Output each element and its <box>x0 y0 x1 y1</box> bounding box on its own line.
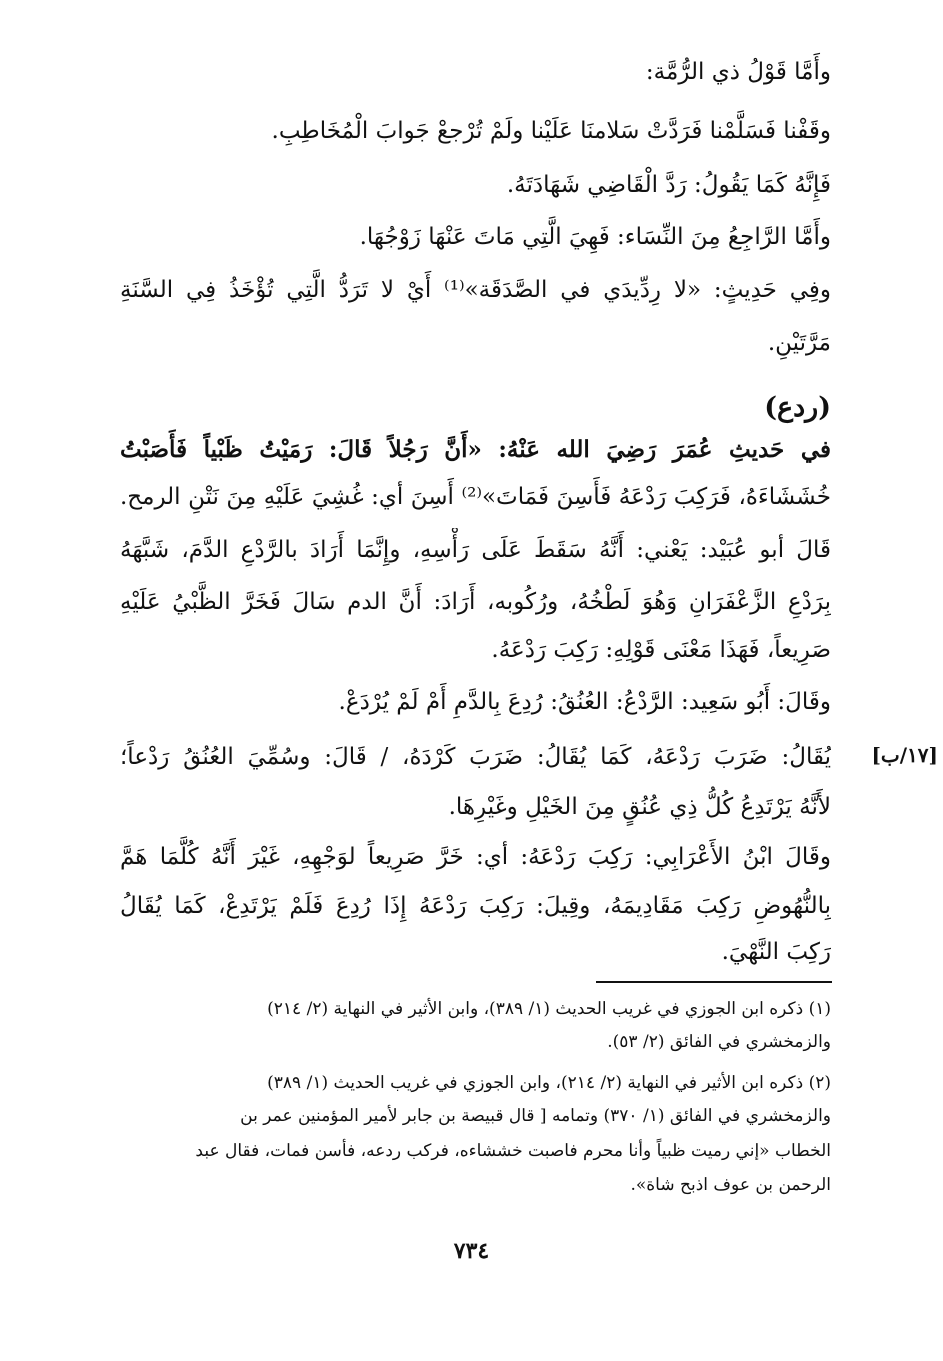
page-number: ٧٣٤ <box>453 1238 490 1264</box>
text-line: وقَالَ ابْنُ الأَعْرَابِي: رَكِبَ رَدْعَهُ: أي: خَرَّ صَرِيعاً لوَجْهِهِ، غَيْرَ أَنَّهُ كُلَّمَا هَمَّ <box>120 844 831 870</box>
text-line: خُشَشَاءَهُ، فَرَكِبَ رَدْعَهُ فَأَسِنَ فَمَاتَ»⁽²⁾ أَسِنَ أي: غُشِيَ عَلَيْهِ مِنَ نَتْنِ الرمح. <box>120 484 831 510</box>
text-line: قَالَ أبو عُبَيْد: يَعْني: أَنَّهُ سَقَطَ عَلَى رَأْسِهِ، وإِنَّمَا أَرَادَ بالرَّدْعِ الدَّمَ، شَبَّهَهُ <box>120 537 831 563</box>
footnote-line: الرحمن بن عوف اذبح شاة». <box>630 1175 831 1195</box>
verse-line: وقَفْنا فَسَلَّمْنا فَرَدَّتْ سَلامنَا عَلَيْنا ولَمْ تُرْجعْ جَوابَ الْمُخَاطِبِ. <box>271 118 831 144</box>
text-line: وأَمَّا الرَّاجِعُ مِنَ النِّسَاء: فَهِيَ الَّتِي مَاتَ عَنْهَا زَوْجُهَا. <box>359 224 831 250</box>
footnote-line: الخطاب «إني رميت ظبياً وأنا محرم فاصبت خششاءه، فركب ردعه، فأسن فمات، فقال عبد <box>195 1141 831 1161</box>
text-line: يُقَالُ: ضَرَبَ رَدْعَهُ، كَمَا يُقَالُ: ضَرَبَ كَرْدَهُ، / قَالَ: وسُمِّيَ العُنُقُ رَدْعاً؛ <box>120 744 831 770</box>
text-line: صَرِيعاً، فَهَذَا مَعْنَى قَوْلِهِ: رَكِبَ رَدْعَهُ. <box>491 637 831 663</box>
text-line: وأَمَّا قَوْلُ ذي الرُّمَّة: <box>645 59 831 85</box>
folio-marginal-note: [١٧/ب] <box>871 743 938 767</box>
text-line: فَإِنَّهُ كَمَا يَقُولُ: رَدَّ الْقَاضِي شَهَادَتَهُ. <box>506 172 831 198</box>
footnote-line: والزمخشري في الفائق (٢/ ٥٣). <box>607 1032 831 1052</box>
footnote-divider <box>596 981 832 983</box>
footnote-line: (١) ذكره ابن الجوزي في غريب الحديث (١/ ٣٨٩)، وابن الأثير في النهاية (٢/ ٢١٤) <box>267 999 831 1019</box>
text-line: لأَنَّهُ يَرْتَدِعُ كُلُّ ذِي عُنُقٍ مِنَ الخَيْلِ وغَيْرِهَا. <box>448 794 831 820</box>
footnote-line: والزمخشري في الفائق (١/ ٣٧٠) وتمامه [ قال قبيصة بن جابر لأمير المؤمنين عمر بن <box>240 1106 831 1126</box>
text-line: في حَديثِ عُمَرَ رَضِيَ الله عَنْهُ: «أَنَّ رَجُلاً قَالَ: رَمَيْتُ ظَبْياً فَأَصَبْتُ <box>120 436 831 463</box>
text-line: بِرَدْعِ الزَّعْفَرَانِ وَهُوَ لَطْخُهُ، ورُكُوبه، أَرَادَ: أَنَّ الدم سَالَ فَخَرَّ الظَّبْيُ عَلَيْهِ <box>120 589 831 615</box>
text-line: بِالنُّهُوضِ رَكِبَ مَقَادِيمَهُ، وقِيلَ: رَكِبَ رَدْعَهُ إِذَا رُدِعَ فَلَمْ يَرْتَدِعْ، كَمَا يُقَالُ <box>120 893 831 919</box>
text-line: رَكِبَ النَّهْيَ. <box>721 939 831 965</box>
text-line: وقَالَ: أَبُو سَعِيد: الرَّدْعُ: العُنُقُ: رُدِعَ بِالدَّمِ أَمْ لَمْ يُرْدَعْ. <box>338 689 831 715</box>
entry-heading: (ردع) <box>764 392 831 423</box>
text-line: مَرَّتَيْنِ. <box>767 330 831 356</box>
text-line: وفِي حَدِيثٍ: «لا رِدِّيدَي في الصَّدَقَة»⁽¹⁾ أَيْ لا تَرَدُّ الَّتِي تُؤْخَذُ فِي السَّنَةِ <box>120 277 831 303</box>
footnote-line: (٢) ذكره ابن الأثير في النهاية (٢/ ٢١٤)، وابن الجوزي في غريب الحديث (١/ ٣٨٩) <box>267 1073 831 1093</box>
